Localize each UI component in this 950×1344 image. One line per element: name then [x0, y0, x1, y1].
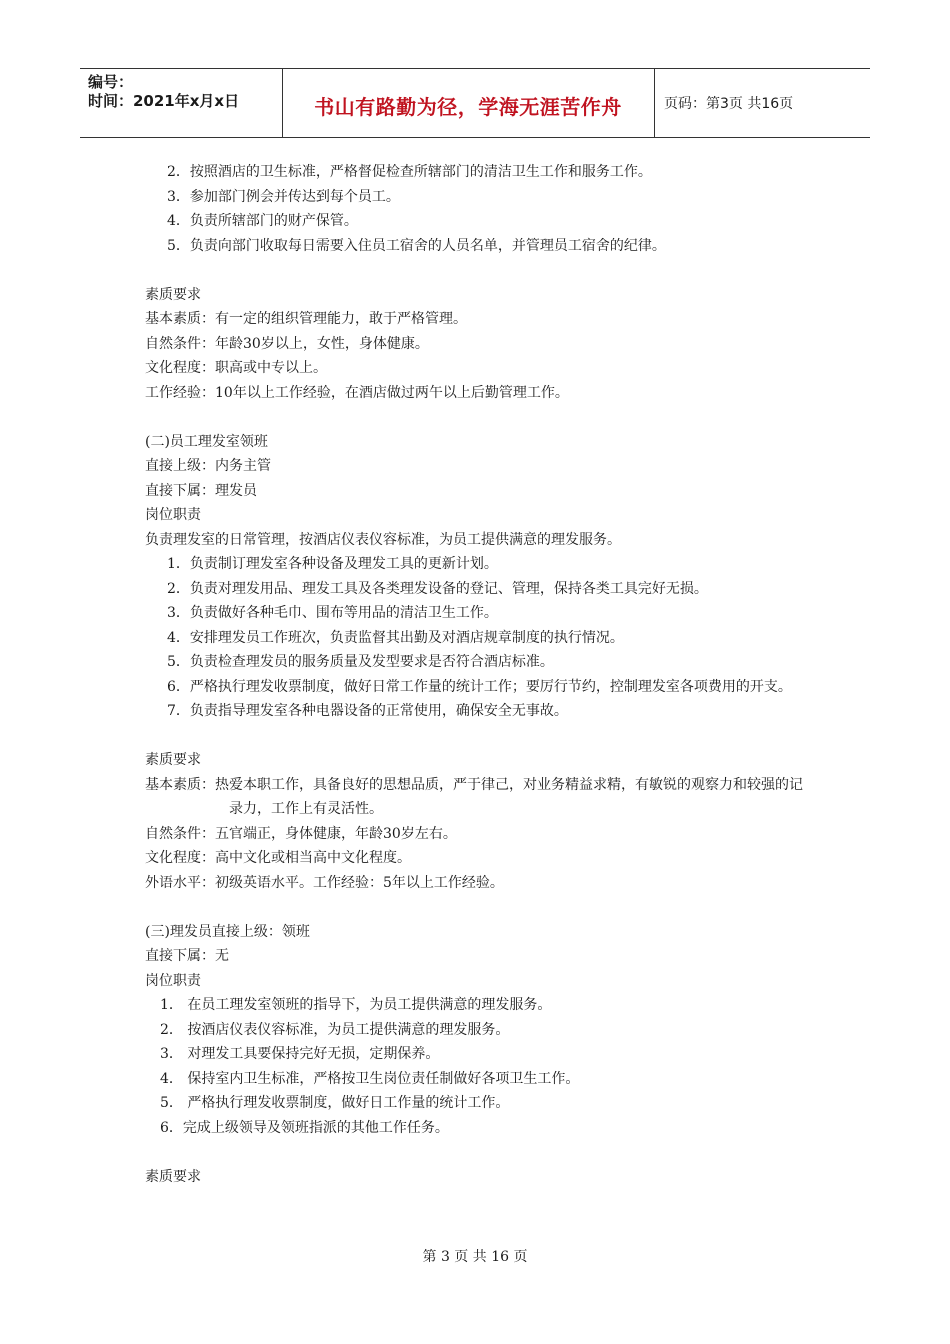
- list-item: 2．按照酒店的卫生标准，严格督促检查所辖部门的清洁卫生工作和服务工作。: [167, 164, 652, 180]
- section-title: (二)员工理发室领班: [145, 433, 268, 450]
- document-time-label: 时间：2021年x月x日: [88, 92, 240, 110]
- quality-natural: 自然条件：五官端正，身体健康，年龄30岁左右。: [145, 825, 457, 842]
- list-item: 5． 严格执行理发收票制度，做好日工作量的统计工作。: [160, 1095, 510, 1111]
- quality-heading: 素质要求: [145, 286, 201, 303]
- quality-basic: 基本素质：热爱本职工作，具备良好的思想品质，严于律己，对业务精益求精，有敏锐的观察力和较强的记录力，工作上有灵活性。: [145, 776, 803, 817]
- quality-heading: 素质要求: [145, 1168, 201, 1185]
- quality-experience: 工作经验：10年以上工作经验，在酒店做过两午以上后勤管理工作。: [145, 384, 569, 401]
- list-item: 6．完成上级领导及领班指派的其他工作任务。: [160, 1119, 449, 1136]
- header-middle-cell: [282, 69, 655, 137]
- list-item: 5．负责向部门收取每日需要入住员工宿舍的人员名单，并管理员工宿舍的纪律。: [167, 237, 666, 254]
- duty-heading: 岗位职责: [145, 507, 201, 523]
- duty-summary: 负责理发室的日常管理，按酒店仪表仪容标准，为员工提供满意的理发服务。: [145, 531, 621, 548]
- list-item: 6．严格执行理发收票制度，做好日常工作量的统计工作；要厉行节约，控制理发室各项费用的开支。: [167, 678, 792, 695]
- direct-subordinate: 直接下属：理发员: [145, 482, 257, 499]
- quality-language: 外语水平：初级英语水平。工作经验：5年以上工作经验。: [145, 874, 504, 891]
- quality-heading: 素质要求: [145, 752, 201, 768]
- header-page-info: 页码：第3页 共16页: [664, 96, 794, 112]
- direct-superior: 直接上级：内务主管: [145, 458, 271, 474]
- list-item: 2．负责对理发用品、理发工具及各类理发设备的登记、管理，保持各类工具完好无损。: [167, 580, 708, 597]
- list-item: 4．安排理发员工作班次，负责监督其出勤及对酒店规章制度的执行情况。: [167, 629, 624, 646]
- page-footer: 第 3 页 共 16 页: [422, 1249, 528, 1265]
- page-header: [80, 68, 870, 138]
- list-item: 4． 保持室内卫生标准，严格按卫生岗位责任制做好各项卫生工作。: [160, 1070, 580, 1087]
- quality-education: 文化程度：高中文化或相当高中文化程度。: [145, 850, 411, 866]
- list-item: 3． 对理发工具要保持完好无损，定期保养。: [160, 1046, 440, 1062]
- list-item: 7．负责指导理发室各种电器设备的正常使用，确保安全无事故。: [167, 703, 568, 719]
- list-item: 5．负责检查理发员的服务质量及发型要求是否符合酒店标准。: [167, 654, 554, 670]
- list-item: 2． 按酒店仪表仪容标准，为员工提供满意的理发服务。: [160, 1021, 510, 1038]
- quality-education: 文化程度：职高或中专以上。: [145, 360, 327, 376]
- quality-basic: 基本素质：有一定的组织管理能力，敢于严格管理。: [145, 311, 467, 327]
- list-item: 1． 在员工理发室领班的指导下，为员工提供满意的理发服务。: [160, 997, 552, 1013]
- direct-subordinate: 直接下属：无: [145, 948, 229, 964]
- section-title: (三)理发员直接上级：领班: [145, 923, 310, 940]
- list-item: 3．参加部门例会并传达到每个员工。: [167, 188, 400, 205]
- header-motto: 书山有路勤为径，学海无涯苦作舟: [314, 95, 622, 119]
- header-right-cell: [654, 69, 870, 137]
- header-left-cell: [80, 69, 283, 137]
- quality-natural: 自然条件：年龄30岁以上，女性，身体健康。: [145, 335, 429, 352]
- list-item: 4．负责所辖部门的财产保管。: [167, 213, 358, 229]
- document-body: [145, 160, 815, 1189]
- duty-heading: 岗位职责: [145, 972, 201, 989]
- list-item: 3．负责做好各种毛巾、围布等用品的清洁卫生工作。: [167, 605, 498, 621]
- document-id-label: 编号：: [88, 73, 134, 91]
- list-item: 1．负责制订理发室各种设备及理发工具的更新计划。: [167, 556, 498, 572]
